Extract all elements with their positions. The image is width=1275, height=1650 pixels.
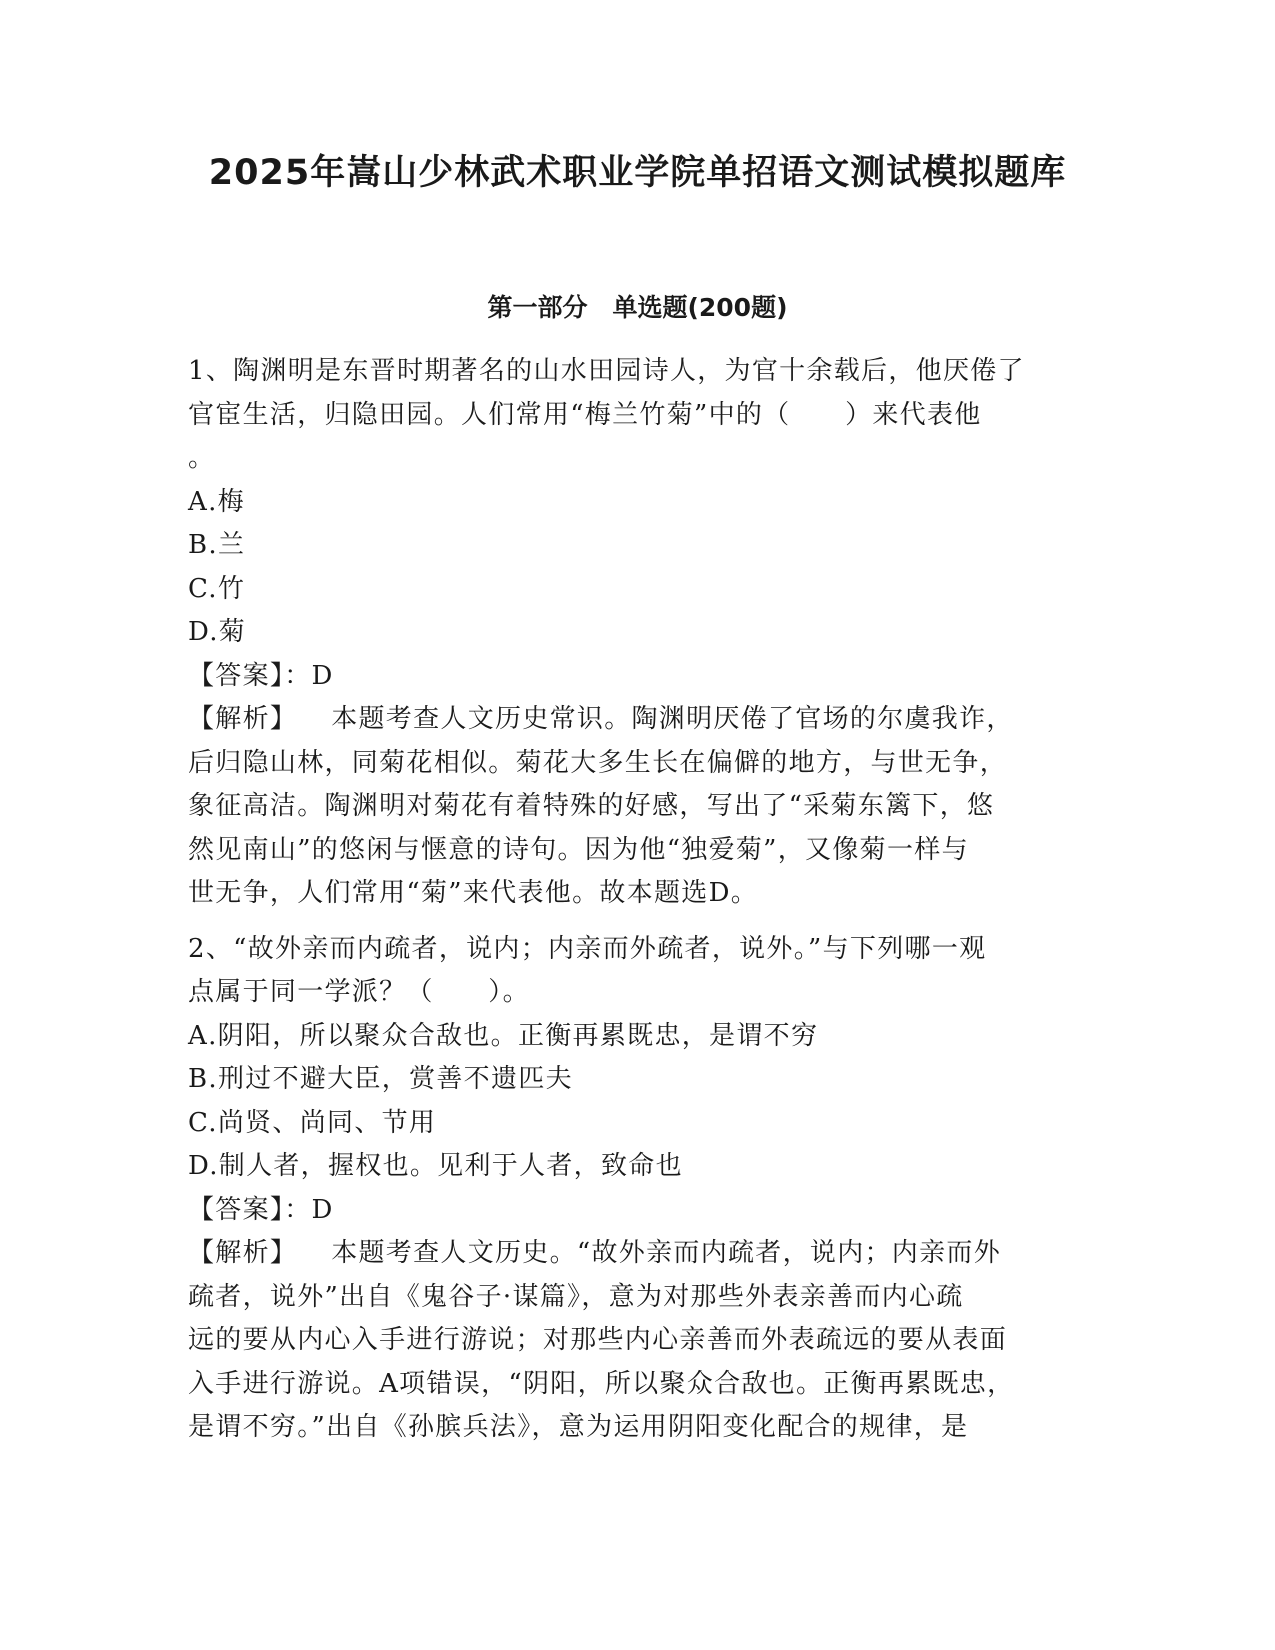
- option-c: C.尚贤、尚同、节用: [188, 1107, 437, 1138]
- option-c: C.竹: [188, 573, 246, 604]
- analysis-line: 疏者，说外”出自《鬼谷子·谋篇》，意为对那些外表亲善而内心疏: [188, 1281, 964, 1312]
- question-2: [188, 928, 1078, 1450]
- option-a: A.阴阳，所以聚众合敌也。正衡再累既忠，是谓不穷: [188, 1020, 819, 1051]
- analysis-line: 世无争，人们常用“菊”来代表他。故本题选D。: [188, 878, 759, 908]
- option-b: B.刑过不避大臣，赏善不遗匹夫: [188, 1064, 573, 1094]
- question-stem-line: 1、陶渊明是东晋时期著名的山水田园诗人，为官十余载后，他厌倦了: [188, 356, 1025, 386]
- question-1: [188, 350, 1078, 916]
- answer-line: [188, 655, 1078, 699]
- analysis-line: 象征高洁。陶渊明对菊花有着特殊的好感，写出了“采菊东篱下，悠: [188, 791, 995, 821]
- analysis-text: 本题考查人文历史。“故外亲而内疏者，说内；内亲而外: [331, 1238, 1001, 1268]
- question-stem-line: 官宦生活，归隐田园。人们常用“梅兰竹菊”中的（ ）来代表他: [188, 399, 982, 430]
- analysis-line: [188, 698, 1078, 742]
- answer-value: D: [311, 1194, 334, 1225]
- analysis-line: 入手进行游说。A项错误，“阴阳，所以聚众合敌也。正衡再累既忠，: [188, 1368, 1015, 1399]
- analysis-line: 是谓不穷。”出自《孙膑兵法》，意为运用阴阳变化配合的规律，是: [188, 1412, 969, 1442]
- analysis-line: 远的要从内心入手进行游说；对那些内心亲善而外表疏远的要从表面: [188, 1325, 1008, 1355]
- question-stem-line: 。: [188, 443, 216, 473]
- question-stem-line: 2、“故外亲而内疏者，说内；内亲而外疏者，说外。”与下列哪一观: [188, 933, 987, 964]
- answer-label: 【答案】：: [188, 1194, 312, 1225]
- answer-value: D: [311, 660, 334, 691]
- section-title: 第一部分 单选题(200题): [487, 293, 788, 322]
- analysis-label: 【解析】: [188, 1238, 298, 1268]
- analysis-line: 然见南山”的悠闲与惬意的诗句。因为他“独爱菊”，又像菊一样与: [188, 834, 969, 865]
- analysis-text: 本题考查人文历史常识。陶渊明厌倦了官场的尔虞我诈，: [331, 704, 1014, 734]
- analysis-line: [188, 1232, 1078, 1276]
- option-d: D.菊: [188, 617, 247, 647]
- option-d: D.制人者，握权也。见利于人者，致命也: [188, 1151, 683, 1181]
- document-title: 2025年嵩山少林武术职业学院单招语文测试模拟题库: [208, 153, 1067, 193]
- question-stem-line: 点属于同一学派？（ ）。: [188, 977, 530, 1007]
- analysis-line: 后归隐山林，同菊花相似。菊花大多生长在偏僻的地方，与世无争，: [188, 747, 1008, 778]
- analysis-label: 【解析】: [188, 704, 298, 734]
- option-b: B.兰: [188, 530, 246, 560]
- question-divider: [188, 916, 1078, 928]
- option-a: A.梅: [188, 486, 245, 517]
- question-list: [188, 350, 1078, 1450]
- answer-label: 【答案】：: [188, 660, 312, 691]
- answer-line: [188, 1189, 1078, 1233]
